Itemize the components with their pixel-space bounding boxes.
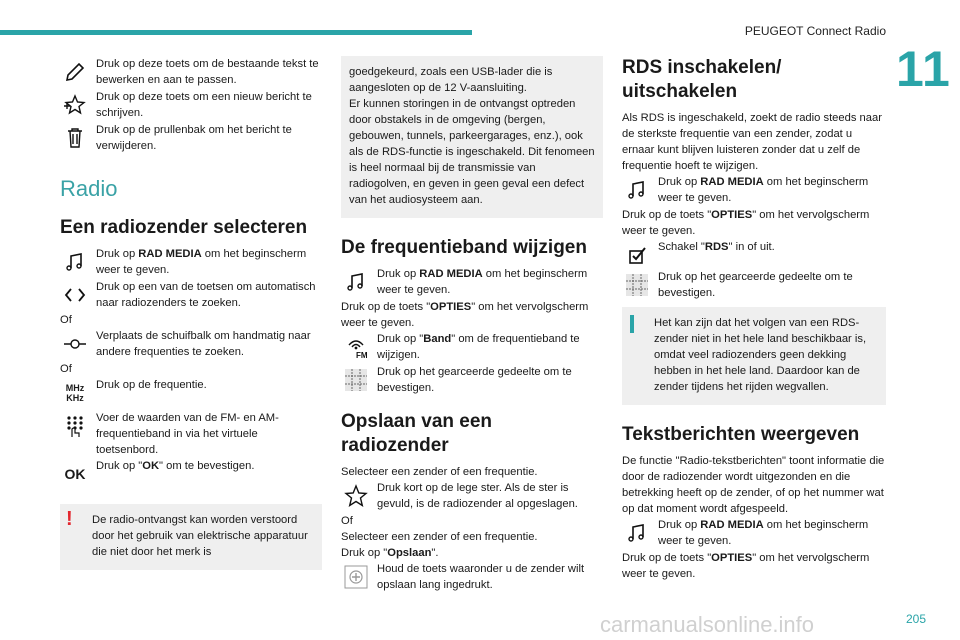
text-intro: De functie "Radio-tekstberichten" toont informatie die door de radiozender wordt uitgezonden en die betrekking heeft op de zender, of op het nummer wat op dat moment wordt afgespeeld. xyxy=(622,455,885,515)
column-2 xyxy=(341,56,603,594)
header-title: PEUGEOT Connect Radio xyxy=(744,24,886,38)
ok-icon: OK xyxy=(64,466,86,482)
star-icon xyxy=(341,483,371,509)
chevron-left-right-icon xyxy=(60,282,90,308)
instruction-new: Druk op deze toets om een nieuw bericht te schrijven. xyxy=(60,89,322,121)
heading-change-band: De frequentieband wijzigen xyxy=(341,237,587,258)
save-intro: Selecteer een zender of een frequentie. xyxy=(341,466,538,478)
plus-icon xyxy=(341,564,371,590)
watermark: carmanualsonline.info xyxy=(600,612,815,637)
svg-text:FM: FM xyxy=(356,351,368,359)
instruction-grid-confirm: Druk op het gearceerde gedeelte om te bevestigen. xyxy=(341,364,603,396)
info-icon xyxy=(630,315,634,333)
column-1 xyxy=(60,56,322,570)
music-note-icon xyxy=(622,520,652,546)
heading-rds: RDS inschakelen/ uitschakelen xyxy=(622,57,782,102)
instruction-plus: Houd de toets waaronder u de zender wilt opslaan lang ingedrukt. xyxy=(341,561,603,593)
instruction-ok: OK Druk op "OK" om te bevestigen. xyxy=(60,458,322,490)
chapter-number: 11 xyxy=(896,41,951,97)
slider-icon xyxy=(60,331,90,357)
section-title: Radio xyxy=(60,176,118,201)
instruction-grid-confirm: Druk op het gearceerde gedeelte om te bevestigen. xyxy=(622,269,886,301)
save-intro-2: Selecteer een zender of een frequentie. xyxy=(341,531,538,543)
page-number: 205 xyxy=(906,612,927,626)
instruction-rad-media: Druk op RAD MEDIA om het beginscherm weer te geven. xyxy=(60,246,322,278)
or-label: Of xyxy=(60,314,72,326)
instruction-trash: Druk op de prullenbak om het bericht te verwijderen. xyxy=(60,122,322,154)
warning-box: ! De radio-ontvangst kan worden verstoord door het gebruik van elektrische apparatuur die niet door het merk is xyxy=(60,504,322,570)
column-3 xyxy=(622,56,886,582)
instruction-rad-media: Druk op RAD MEDIA om het beginscherm weer te geven. xyxy=(341,266,603,298)
music-note-icon xyxy=(341,269,371,295)
instruction-edit: Druk op deze toets om de bestaande tekst te bewerken en aan te passen. xyxy=(60,56,322,88)
instruction-options: Druk op de toets "OPTIES" om het vervolgscherm weer te geven. xyxy=(341,301,589,329)
instruction-slider: Verplaats de schuifbalk om handmatig naar andere frequenties te zoeken. xyxy=(60,328,322,360)
instruction-chevrons: Druk op een van de toetsen om automatisch naar radiozenders te zoeken. xyxy=(60,279,322,311)
or-label: Of xyxy=(341,515,353,527)
mhz-khz-icon: MHz KHz xyxy=(65,383,85,403)
grid-icon xyxy=(622,272,652,298)
music-note-icon xyxy=(622,177,652,203)
fm-icon xyxy=(341,334,371,360)
keypad-icon xyxy=(60,413,90,439)
instruction-keypad: Voer de waarden van de FM- en AM-frequentieband in via het virtuele toetsenbord. xyxy=(60,410,322,458)
heading-save-station: Opslaan van een radiozender xyxy=(341,411,493,456)
instruction-opslaan: Druk op "Opslaan". xyxy=(341,547,439,559)
checkbox-icon xyxy=(622,242,652,268)
or-label: Of xyxy=(60,363,72,375)
header-bar xyxy=(0,30,472,35)
instruction-options: Druk op de toets "OPTIES" om het vervolgscherm weer te geven. xyxy=(622,209,870,237)
warning-box-continued: goedgekeurd, zoals een USB-lader die is aangesloten op de 12 V-aansluiting. Er kunnen storingen in de ontvangst optreden door obstakels in de omgeving (bergen, gebouwen, tunnels, parkeergarages, enz.), ook als de RDS-functie is ingeschakeld. Dit fenomeen is heel normaal bij de transmissie van radiogolven, en geven in geen geval een defect van het audiosysteem aan. xyxy=(341,56,603,218)
instruction-band: FM Druk op "Band" om de frequentieband te wijzigen. xyxy=(341,331,603,363)
instruction-options: Druk op de toets "OPTIES" om het vervolgscherm weer te geven. xyxy=(622,552,870,580)
instruction-rds-toggle: Schakel "RDS" in of uit. xyxy=(622,239,886,265)
heading-text-messages: Tekstberichten weergeven xyxy=(622,424,860,445)
info-box: Het kan zijn dat het volgen van een RDS-zender niet in het hele land beschikbaar is, omdat veel radiozenders geen dekking hebben in het hele land. Daardoor kan de zender tijdens het rijden wegvallen. xyxy=(622,307,886,405)
rds-intro: Als RDS is ingeschakeld, zoekt de radio steeds naar de sterkste frequentie van een zender, zodat u ernaar kunt blijven luisteren zonder dat u zelf de frequentie hoeft te wijzigen. xyxy=(622,112,882,172)
instruction-rad-media: Druk op RAD MEDIA om het beginscherm weer te geven. xyxy=(622,517,886,549)
grid-icon xyxy=(341,367,371,393)
heading-select-station: Een radiozender selecteren xyxy=(60,217,308,238)
instruction-frequency: MHz KHz Druk op de frequentie. xyxy=(60,377,322,409)
trash-icon xyxy=(60,125,90,151)
instruction-rad-media: Druk op RAD MEDIA om het beginscherm weer te geven. xyxy=(622,174,886,206)
add-star-icon xyxy=(60,92,90,118)
instruction-star: Druk kort op de lege ster. Als de ster is gevuld, is de radiozender al opgeslagen. xyxy=(341,480,603,512)
music-note-icon xyxy=(60,249,90,275)
warning-icon: ! xyxy=(66,508,73,530)
pencil-icon xyxy=(60,59,90,85)
